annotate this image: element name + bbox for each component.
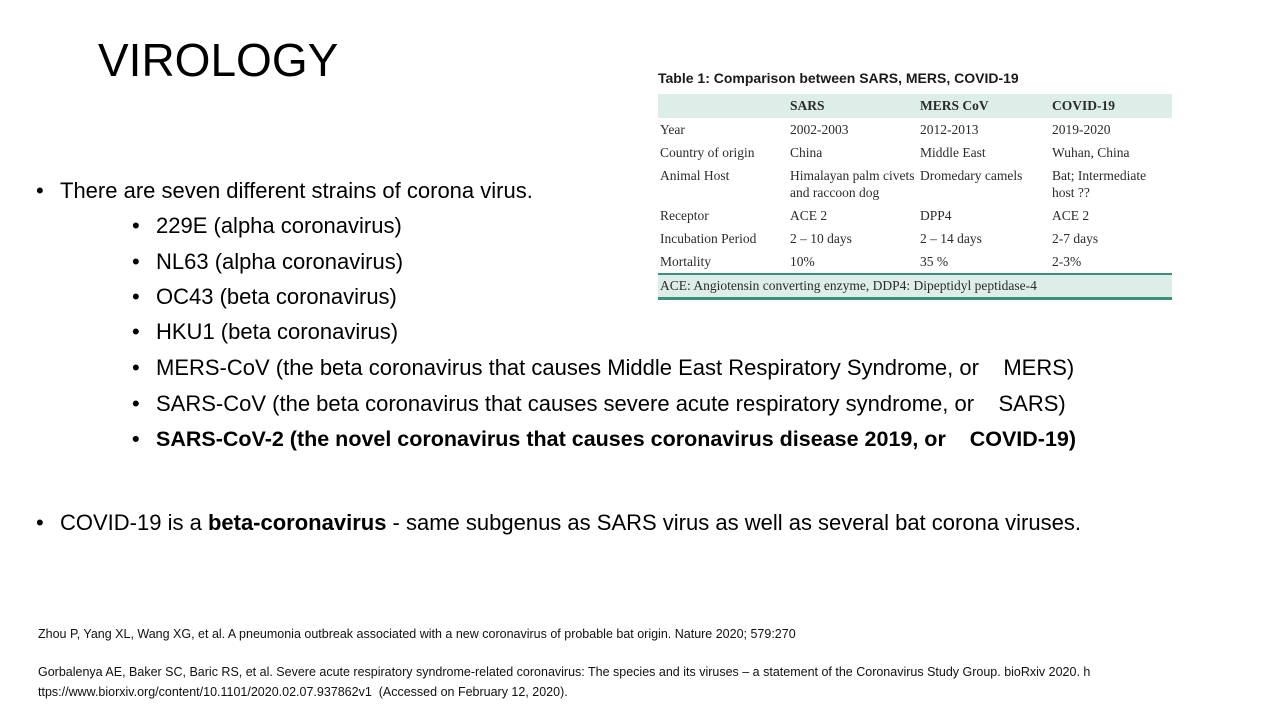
comparison-table-figure xyxy=(658,68,1172,320)
strain-item xyxy=(132,248,403,276)
table-row xyxy=(658,204,1172,227)
bullet-strains-intro xyxy=(36,177,533,205)
table-cell: Middle East xyxy=(920,145,986,160)
table-cell: China xyxy=(790,145,823,160)
table-row xyxy=(658,250,1172,274)
table-row xyxy=(658,164,1172,204)
strain-item xyxy=(132,318,398,346)
bullet-text: There are seven different strains of corona virus. xyxy=(60,178,533,203)
strain-item-highlight xyxy=(132,425,1076,453)
table-cell: 2019-2020 xyxy=(1052,122,1111,137)
header-cell: MERS CoV xyxy=(918,94,1050,118)
table-header-row xyxy=(658,94,1172,118)
bullet-text-suffix: - same subgenus as SARS virus as well as several bat corona viruses. xyxy=(386,510,1081,535)
table-cell: Animal Host xyxy=(660,168,730,183)
table-cell: DPP4 xyxy=(920,208,952,223)
header-cell xyxy=(658,94,788,118)
header-cell: COVID-19 xyxy=(1050,94,1172,118)
table-cell: 2 – 14 days xyxy=(920,231,982,246)
table-cell: 2-3% xyxy=(1050,250,1172,274)
table-cell: ACE 2 xyxy=(1052,208,1090,223)
strain-text: HKU1 (beta coronavirus) xyxy=(156,319,399,344)
table-row xyxy=(658,118,1172,141)
reference-2-line-1: Gorbalenya AE, Baker SC, Baric RS, et al. Severe acute respiratory syndrome-related coronavirus: The species and its viruses – a statement of the Coronavirus Study Group. bioRxiv 2020. h xyxy=(38,665,1091,679)
strain-text: SARS-CoV-2 (the novel coronavirus that causes coronavirus disease 2019, or COVID-19) xyxy=(156,427,1077,451)
reference-1: Zhou P, Yang XL, Wang XG, et al. A pneumonia outbreak associated with a new coronavirus of probable bat origin. Nature 2020; 579:270 xyxy=(38,627,796,641)
bullet-text-prefix: COVID-19 is a xyxy=(60,510,208,535)
strain-text: SARS-CoV (the beta coronavirus that causes severe acute respiratory syndrome, or SARS) xyxy=(156,391,1066,416)
table-cell: 2 – 10 days xyxy=(790,231,852,246)
table-cell: 2002-2003 xyxy=(790,122,849,137)
reference-2-line-2: ttps://www.biorxiv.org/content/10.1101/2020.02.07.937862v1 (Accessed on February 12, 2020). xyxy=(38,685,568,699)
table-row xyxy=(658,141,1172,164)
table-footnote-row xyxy=(658,274,1172,299)
table-cell: Country of origin xyxy=(660,145,755,160)
strain-text: 229E (alpha coronavirus) xyxy=(156,213,402,238)
strain-text: NL63 (alpha coronavirus) xyxy=(156,249,404,274)
table-cell: Receptor xyxy=(660,208,709,223)
strain-text: MERS-CoV (the beta coronavirus that causes Middle East Respiratory Syndrome, or MERS) xyxy=(156,355,1075,380)
table-cell: Himalayan palm civets and raccoon dog xyxy=(790,168,915,200)
table-row xyxy=(658,227,1172,250)
bullet-covid-summary xyxy=(36,509,1081,537)
table-footnote: ACE: Angiotensin converting enzyme, DDP4: Dipeptidyl peptidase-4 xyxy=(658,274,1172,299)
table-cell: 35 % xyxy=(918,250,1050,274)
table-cell: Bat; Intermediate host ?? xyxy=(1052,168,1147,200)
comparison-table xyxy=(658,94,1172,300)
table-cell: 10% xyxy=(788,250,918,274)
header-cell: SARS xyxy=(788,94,918,118)
table-cell: Year xyxy=(660,122,685,137)
table-cell: 2012-2013 xyxy=(920,122,979,137)
strain-item xyxy=(132,390,1066,418)
table-cell: Incubation Period xyxy=(660,231,757,246)
strain-text: OC43 (beta coronavirus) xyxy=(156,284,397,309)
table-title: Table 1: Comparison between SARS, MERS, COVID-19 xyxy=(658,70,1019,86)
table-cell: 2-7 days xyxy=(1052,231,1099,246)
strain-item xyxy=(132,354,1074,382)
strain-item xyxy=(132,283,397,311)
table-cell: Wuhan, China xyxy=(1052,145,1130,160)
bullet-text-bold: beta-coronavirus xyxy=(207,510,387,535)
table-cell: Mortality xyxy=(658,250,788,274)
slide-title: VIROLOGY xyxy=(98,34,339,86)
table-cell: ACE 2 xyxy=(790,208,828,223)
strain-item xyxy=(132,212,402,240)
table-cell: Dromedary camels xyxy=(920,168,1023,183)
